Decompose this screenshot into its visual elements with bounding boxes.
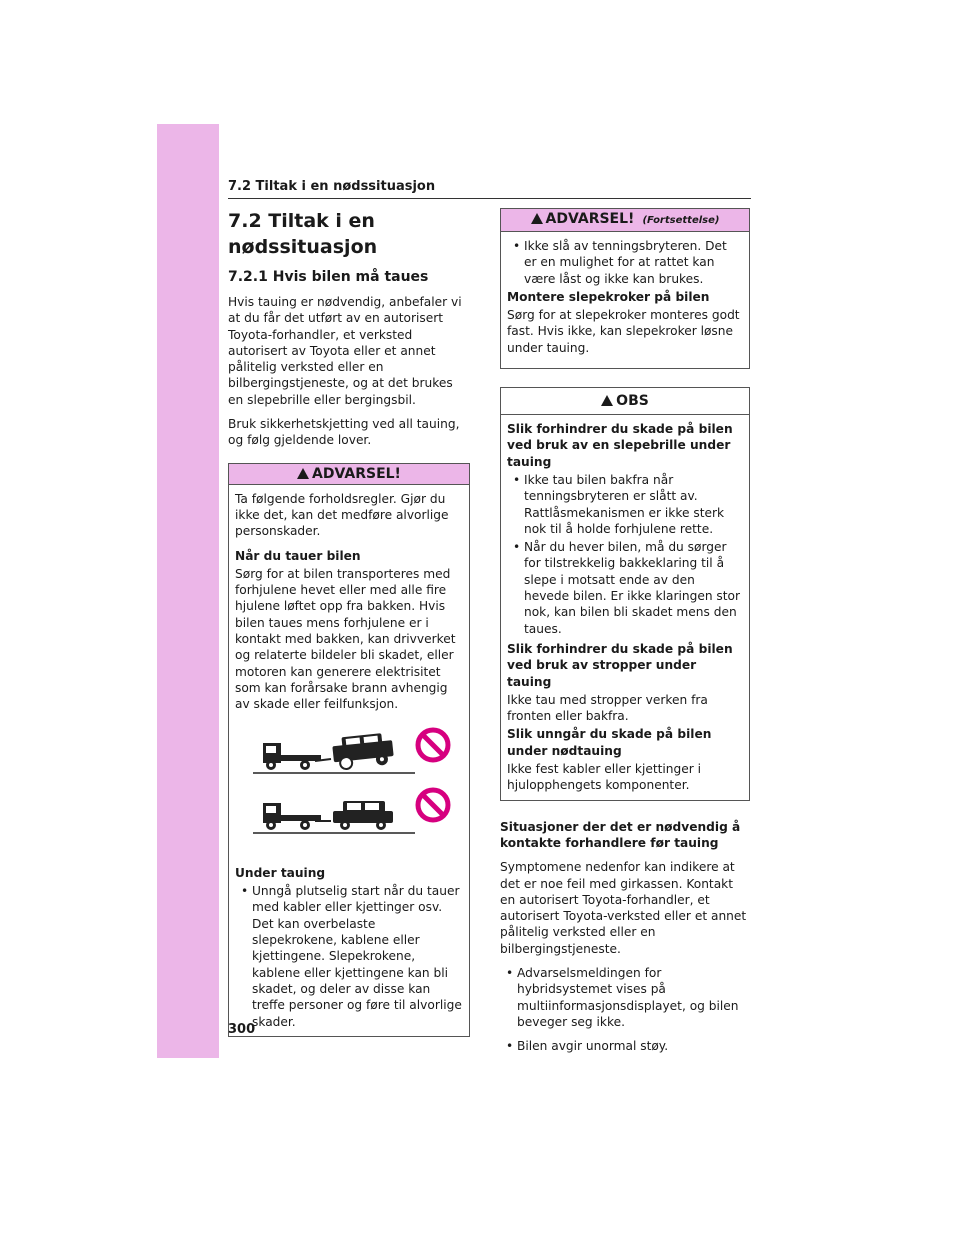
warning-heading-hooks: Montere slepekroker på bilen	[507, 289, 710, 304]
symptoms-paragraph: Symptomene nedenfor kan indikere at det er noe feil med girkassen. Kontakt en autorisert Toyota-forhandler, et autorisert Toyota-verksted eller et annet pålitelig verksted eller en bilbergingstjeneste.	[500, 860, 747, 956]
warning-bullet-ignition: • Ikke slå av tenningsbryteren. Det er en mulighet for at rattet kan være låst og ikke kan brukes.	[507, 238, 743, 287]
right-column	[500, 208, 750, 1056]
warning-bullet-sudden-start: • Unngå plutselig start når du tauer med kabler eller kjettinger osv. Det kan overbelaste slepekrokene, kablene eller kjettingene. Slepekrokene, kablene eller kjettingene kan bli skadet, og deler av disse kan treffe personer og føre til alvorlige skader.	[235, 883, 463, 1030]
section-title: 7.2 Tiltak i en nødssituasjon	[228, 210, 378, 258]
obs-heading-wheel-lift: Slik forhindrer du skade på bilen ved bruk av en slepebrille under tauing	[507, 422, 733, 469]
obs-straps-text: Ikke tau med stropper verken fra fronten eller bakfra.	[507, 692, 708, 724]
subsection-title: 7.2.1 Hvis bilen må taues	[228, 269, 429, 285]
page-number: 300	[228, 1022, 256, 1037]
obs-bullet-rear-tow: • Ikke tau bilen bakfra når tenningsbryteren er slått av. Rattlåsmekanismen er ikke sterk nok til å holde forhjulene rette.	[507, 472, 743, 537]
towing-illustration	[235, 721, 463, 855]
warning-icon	[531, 213, 543, 224]
symptom-bullet-noise: • Bilen avgir unormal støy.	[500, 1038, 750, 1054]
chain-paragraph: Bruk sikkerhetskjetting ved all tauing, og følg gjeldende lover.	[228, 417, 460, 448]
warning-intro: Ta følgende forholdsregler. Gjør du ikke det, kan det medføre alvorlige personskader.	[235, 491, 449, 539]
warning-continued-box	[500, 208, 750, 369]
warning-heading-towing: Når du tauer bilen	[235, 548, 361, 563]
warning-continued-header: ADVARSEL! (Fortsettelse)	[501, 209, 749, 232]
warning-header: ADVARSEL!	[229, 464, 469, 485]
caution-icon	[601, 395, 613, 406]
warning-towing-text: Sørg for at bilen transporteres med forhjulene hevet eller med alle fire hjulene løftet opp fra bakken. Hvis bilen taues mens forhjulene er i kontakt med bakken, kan drivverket og relaterte bildeler bli skadet, eller motoren kan generere elektrisitet som kan forårsake brann avhengig av skade eller feilfunksjon.	[235, 566, 456, 712]
obs-heading-emergency: Slik unngår du skade på bilen under nødtauing	[507, 727, 712, 758]
warning-hooks-text: Sørg for at slepekroker monteres godt fast. Hvis ikke, kan slepekroker løsne under tauing.	[507, 308, 740, 355]
running-header: 7.2 Tiltak i en nødssituasjon	[228, 179, 436, 194]
left-column	[228, 208, 470, 1055]
situations-heading: Situasjoner der det er nødvendig å kontakte forhandlere før tauing	[500, 819, 741, 850]
intro-paragraph: Hvis tauing er nødvendig, anbefaler vi at du får det utført av en autorisert Toyota-forhandler, et verksted autorisert av Toyota eller et annet pålitelig verksted eller en bilbergingstjeneste, og at det brukes en slepebrille eller bergingsbil.	[228, 295, 462, 407]
towing-diagram-icon	[235, 721, 465, 851]
obs-emergency-text: Ikke fest kabler eller kjettinger i hjulopphengets komponenter.	[507, 762, 702, 793]
warning-icon	[297, 468, 309, 479]
obs-bullet-clearance: • Når du hever bilen, må du sørger for tilstrekkelig bakkeklaring til å slepe i motsatt ende av den hevede bilen. Er ikke klaringen stor nok, kan bilen bli skadet mens den taues.	[507, 539, 743, 637]
obs-heading-straps: Slik forhindrer du skade på bilen ved bruk av stropper under tauing	[507, 641, 733, 689]
side-tab-band	[157, 124, 219, 1058]
warning-heading-under-towing: Under tauing	[235, 865, 326, 880]
obs-box	[500, 387, 750, 801]
header-rule	[228, 198, 751, 199]
symptom-bullet-hybrid: • Advarselsmeldingen for hybridsystemet vises på multiinformasjonsdisplayet, og bilen beveger seg ikke.	[500, 965, 750, 1030]
warning-box	[228, 463, 470, 1037]
obs-header: OBS	[501, 388, 749, 415]
